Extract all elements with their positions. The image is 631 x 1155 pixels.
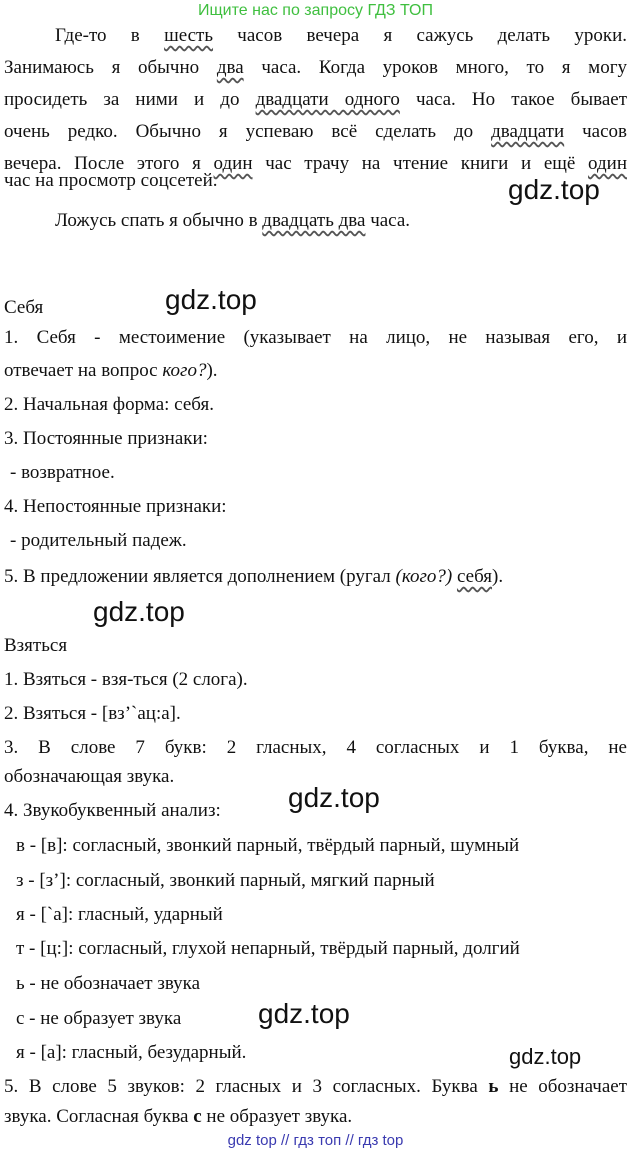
sebya-item-5: 5. В предложении является дополнением (ругал (кого?) себя). [4,566,504,587]
vzyatsya-item-4: 4. Звукобуквенный анализ: [4,800,221,821]
sebya-item-4: 4. Непостоянные признаки: [4,496,227,517]
sebya-item-3a: - возвратное. [10,462,115,483]
letter-analysis-row: з - [з’]: согласный, звонкий парный, мягкий парный [16,870,435,891]
vzyatsya-item-5-cont: звука. Согласная буква с не образует звука. [4,1106,353,1127]
letter-analysis-row: я - [`а]: гласный, ударный [16,904,223,925]
essay-line-6: час на просмотр соцсетей. [4,170,218,191]
watermark: gdz.top [508,174,600,205]
letter-analysis-row: с - не образует звука [16,1008,182,1029]
essay-line-3: просидеть за ними и до двадцати одного часа. Но такое бывает [4,89,628,110]
watermark: gdz.top [165,284,257,315]
watermark: gdz.top [93,596,185,627]
vzyatsya-item-3: 3. В слове 7 букв: 2 гласных, 4 согласных и 1 буква, не [4,737,627,758]
letter-analysis-row: я - [а]: гласный, безударный. [16,1042,247,1063]
vzyatsya-item-3-cont: обозначающая звука. [4,766,175,787]
essay-line-5: вечера. После этого я один час трачу на чтение книги и ещё один [4,153,627,174]
site-banner: Ищите нас по запросу ГДЗ ТОП [198,2,433,19]
site-footer: gdz top // гдз топ // гдз top [227,1132,404,1149]
essay-line-2: Занимаюсь я обычно два часа. Когда уроков много, то я могу [4,57,627,78]
watermark: gdz.top [258,998,350,1029]
letter-analysis-row: ь - не обозначает звука [16,973,201,994]
sebya-item-3: 3. Постоянные признаки: [4,428,208,449]
sebya-item-1-cont: отвечает на вопрос кого?). [4,360,218,381]
sebya-item-1: 1. Себя - местоимение (указывает на лицо, не называя его, и [4,327,627,348]
watermark: gdz.top [288,782,380,813]
watermark: gdz.top [509,1044,582,1069]
letter-analysis-row: в - [в]: согласный, звонкий парный, твёрдый парный, шумный [16,835,520,856]
section-heading-vzyatsya: Взяться [4,635,68,656]
vzyatsya-item-1: 1. Взяться - взя-ться (2 слога). [4,669,248,690]
essay-line-1: Где-то в шесть часов вечера я сажусь делать уроки. [55,25,627,46]
sebya-item-4a: - родительный падеж. [10,530,187,551]
essay-line-7: Ложусь спать я обычно в двадцать два часа. [55,210,411,231]
essay-line-4: очень редко. Обычно я успеваю всё сделать до двадцати часов [4,121,627,142]
vzyatsya-item-2: 2. Взяться - [вз’`ац:а]. [4,703,181,724]
vzyatsya-item-5: 5. В слове 5 звуков: 2 гласных и 3 согласных. Буква ь не обозначает [4,1076,627,1097]
sebya-item-2: 2. Начальная форма: себя. [4,394,214,415]
letter-analysis-row: т - [ц:]: согласный, глухой непарный, твёрдый парный, долгий [16,938,520,959]
section-heading-sebya: Себя [4,297,44,318]
